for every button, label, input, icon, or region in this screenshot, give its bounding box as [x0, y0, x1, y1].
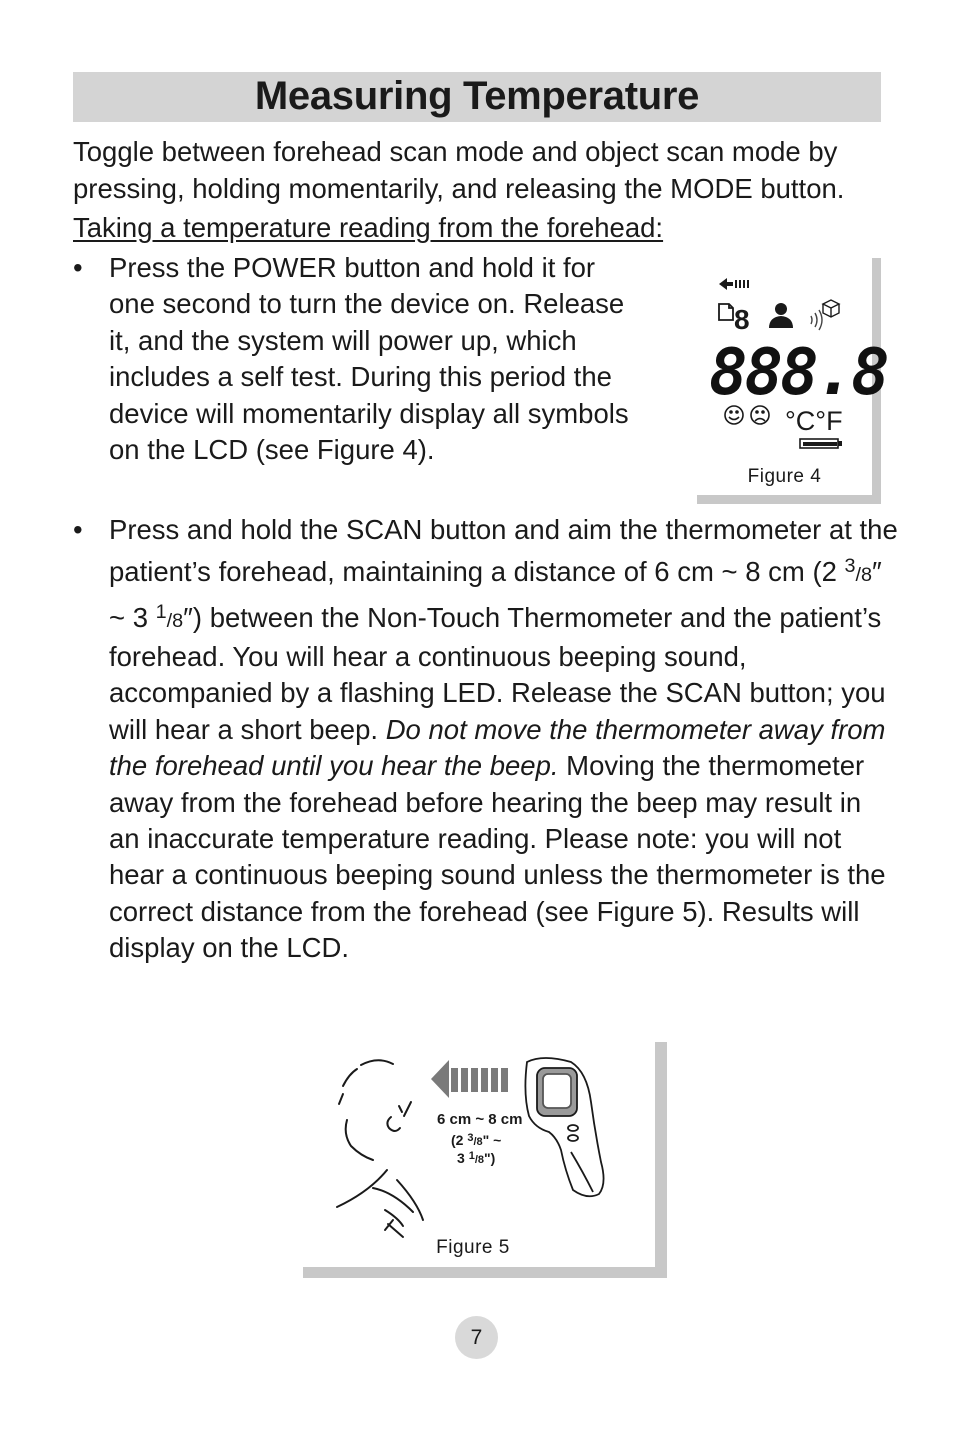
figure-5-shadow	[303, 1267, 667, 1278]
forehead-scan-illustration	[303, 1042, 655, 1267]
memory-icon	[719, 304, 733, 320]
person-icon	[769, 303, 793, 328]
thermometer-device-icon	[525, 1058, 603, 1196]
imperial-mid: " ~	[482, 1132, 502, 1148]
figure-5-caption: Figure 5	[436, 1237, 510, 1258]
memory-digit: 8	[734, 304, 750, 335]
page-title: Measuring Temperature	[254, 74, 700, 118]
fraction-denominator: /8	[166, 609, 184, 632]
title-bar	[73, 72, 881, 122]
distance-metric-label: 6 cm ~ 8 cm	[437, 1111, 523, 1128]
fraction-numerator: 3	[844, 555, 856, 578]
figure-5-shadow	[655, 1042, 667, 1278]
imperial-close: ")	[484, 1150, 496, 1166]
figure-4-caption: Figure 4	[747, 466, 822, 487]
bullet-dot: •	[73, 252, 83, 283]
imperial-num1: 3	[467, 1132, 474, 1144]
imperial-den2: /8	[474, 1154, 484, 1166]
bullet-text	[109, 512, 899, 967]
imperial-whole2: 3	[457, 1150, 469, 1166]
patient-head-icon	[337, 1060, 423, 1237]
page-number: 7	[455, 1316, 498, 1359]
battery-icon	[800, 439, 842, 448]
intro-paragraph: Toggle between forehead scan mode and object scan mode by pressing, holding momentarily, and releasing the MODE button.	[73, 136, 845, 204]
sound-wave-icon	[811, 310, 822, 330]
temperature-units: °C°F	[785, 406, 843, 436]
lcd-main-digits: 888.8	[709, 336, 887, 410]
distance-arrow-icon	[719, 278, 749, 290]
object-cube-icon	[823, 300, 839, 317]
imperial-den1: /8	[473, 1136, 483, 1148]
fraction-numerator: 1	[155, 600, 167, 623]
bullet-dot: •	[73, 514, 83, 545]
imperial-num2: 1	[468, 1150, 475, 1162]
bullet-text: Press the POWER button and hold it for one second to turn the device on. Release it, and the system will power up, which includes a self test. During this period the device will momentarily display all symbols on the LCD (see Figure 4).	[109, 252, 629, 466]
distance-imperial-label-2	[457, 1150, 495, 1166]
text-segment: Moving the thermometer away from the forehead before hearing the beep may result in an inaccurate temperature reading. Please note: you will not hear a continuous beeping sound unless the thermometer is the correct distance from the forehead (see Figure 5). Results will display on the LCD.	[109, 750, 886, 964]
text-segment: Press and hold the SCAN button and aim the thermometer at the patient’s forehead, maintaining a distance of 6 cm ~ 8 cm (2	[109, 514, 898, 588]
distance-arrow-icon	[431, 1060, 508, 1098]
text-segment: ″ ~ 3	[109, 556, 882, 633]
section-subheading: Taking a temperature reading from the forehead:	[73, 212, 664, 243]
fraction-denominator: /8	[855, 564, 873, 587]
distance-imperial-label	[451, 1132, 501, 1148]
text-segment: ″) between the Non-Touch Thermometer and the patient’s forehead. You will hear a continuous beeping sound, accompanied by a flashing LED. Release the SCAN button; you will hear a short beep.	[109, 601, 886, 745]
italic-warning: Do not move the thermometer away from the forehead until you hear the beep.	[109, 713, 886, 782]
imperial-open: (2	[451, 1132, 468, 1148]
